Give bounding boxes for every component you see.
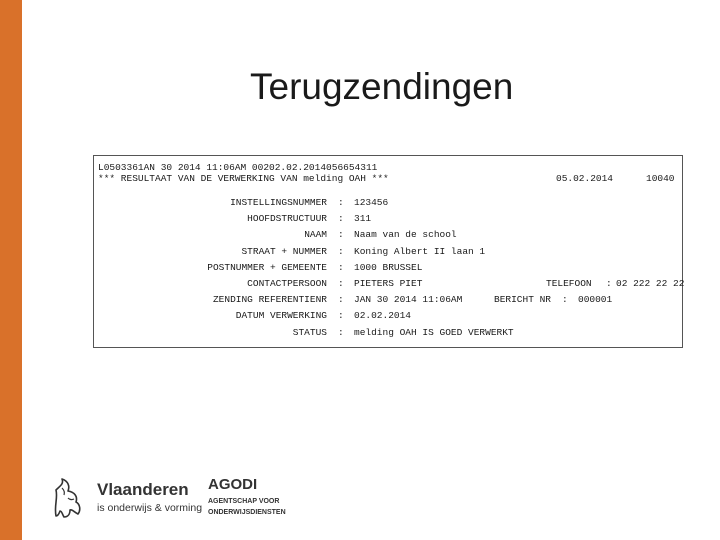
message-number-label: BERICHT NR xyxy=(494,294,552,305)
message-number-value: 000001 xyxy=(578,294,613,305)
report-row xyxy=(94,197,684,213)
report-screenshot xyxy=(93,155,683,348)
field-value: 1000 BRUSSEL xyxy=(354,262,423,273)
field-label: HOOFDSTRUCTUUR xyxy=(247,213,327,224)
report-row xyxy=(94,278,684,294)
report-row xyxy=(94,327,684,343)
report-header-date: 05.02.2014 xyxy=(556,173,614,184)
field-colon: : xyxy=(338,294,344,305)
field-colon: : xyxy=(338,310,344,321)
field-colon: : xyxy=(338,262,344,273)
vlaanderen-logo-text: Vlaanderen xyxy=(97,480,189,499)
report-header-line-1: L0503361AN 30 2014 11:06AM 00202.02.2014056654311 xyxy=(98,162,378,173)
field-colon: : xyxy=(338,229,344,240)
field-label: STATUS xyxy=(292,327,327,338)
field-value: 02.02.2014 xyxy=(354,310,412,321)
telephone-value: 02 222 22 22 xyxy=(616,278,685,289)
telephone-label: TELEFOON xyxy=(546,278,592,289)
field-label: DATUM VERWERKING xyxy=(235,310,327,321)
field-label: CONTACTPERSOON xyxy=(247,278,327,289)
field-colon: : xyxy=(338,246,344,257)
field-colon: : xyxy=(562,294,568,305)
report-row xyxy=(94,310,684,326)
field-colon: : xyxy=(338,327,344,338)
report-row xyxy=(94,262,684,278)
report-header-line-2: *** RESULTAAT VAN DE VERWERKING VAN melding OAH *** xyxy=(98,173,389,184)
field-value: JAN 30 2014 11:06AM xyxy=(354,294,463,305)
field-value: Koning Albert II laan 1 xyxy=(354,246,486,257)
report-header-code: 10040 xyxy=(646,173,675,184)
field-value: melding OAH IS GOED VERWERKT xyxy=(354,327,514,338)
report-row xyxy=(94,229,684,245)
footer-logos xyxy=(50,474,290,524)
field-label: ZENDING REFERENTIENR xyxy=(212,294,327,305)
agodi-logo-text: AGODI xyxy=(208,476,258,493)
field-colon: : xyxy=(338,197,344,208)
field-colon: : xyxy=(338,213,344,224)
field-label: INSTELLINGSNUMMER xyxy=(230,197,327,208)
agodi-subtitle-line-1: AGENTSCHAP VOOR xyxy=(208,498,280,505)
report-row xyxy=(94,213,684,229)
field-value: PIETERS PIET xyxy=(354,278,423,289)
field-colon: : xyxy=(338,278,344,289)
field-value: Naam van de school xyxy=(354,229,457,240)
field-value: 123456 xyxy=(354,197,389,208)
field-label: POSTNUMMER + GEMEENTE xyxy=(207,262,327,273)
agodi-subtitle-line-2: ONDERWIJSDIENSTEN xyxy=(208,509,286,516)
field-colon: : xyxy=(606,278,612,289)
vlaanderen-tagline: is onderwijs & vorming xyxy=(97,502,203,514)
report-row xyxy=(94,294,684,310)
side-accent-bar xyxy=(0,0,22,540)
report-row xyxy=(94,246,684,262)
slide-title: Terugzendingen xyxy=(250,66,514,107)
field-value: 311 xyxy=(354,213,372,224)
field-label: NAAM xyxy=(304,229,327,240)
flemish-lion-icon xyxy=(50,476,86,520)
field-label: STRAAT + NUMMER xyxy=(241,246,327,257)
